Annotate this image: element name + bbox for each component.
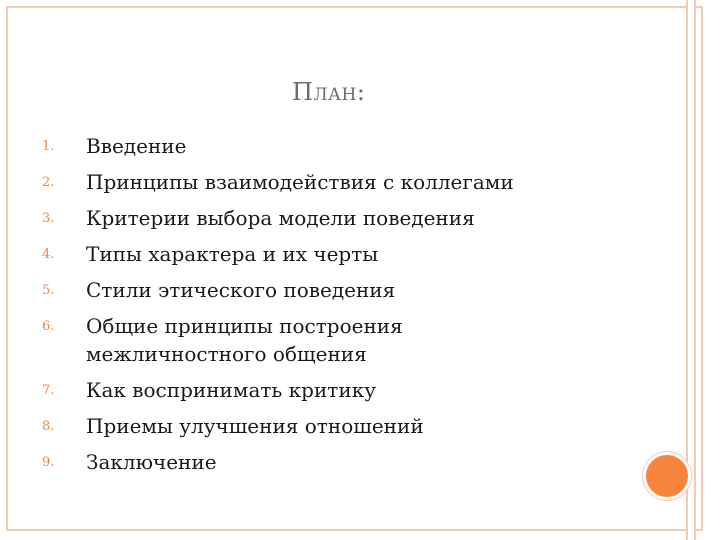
list-number: 1. bbox=[42, 139, 55, 154]
list-number: 2. bbox=[42, 175, 55, 190]
list-item bbox=[42, 410, 602, 446]
list-text: Критерии выбора модели поведения bbox=[86, 206, 475, 230]
slide-title: План: bbox=[292, 78, 366, 106]
list-text: Заключение bbox=[86, 450, 217, 474]
list-item bbox=[42, 310, 602, 374]
list-item bbox=[42, 166, 602, 202]
list-item bbox=[42, 238, 602, 274]
list-item bbox=[42, 446, 602, 482]
list-item bbox=[42, 274, 602, 310]
list-text: Стили этического поведения bbox=[86, 278, 396, 302]
list-text: Введение bbox=[86, 134, 187, 158]
list-text: Как воспринимать критику bbox=[86, 378, 376, 402]
list-item bbox=[42, 374, 602, 410]
list-text: Типы характера и их черты bbox=[86, 242, 379, 266]
decorative-circle bbox=[643, 452, 691, 500]
list-number: 4. bbox=[42, 247, 55, 262]
list-number: 7. bbox=[42, 383, 55, 398]
agenda-list bbox=[42, 130, 602, 482]
list-item bbox=[42, 130, 602, 166]
list-number: 5. bbox=[42, 283, 55, 298]
list-number: 8. bbox=[42, 419, 55, 434]
list-text: Принципы взаимодействия с коллегами bbox=[86, 170, 514, 194]
list-number: 3. bbox=[42, 211, 55, 226]
list-number: 9. bbox=[42, 455, 55, 470]
list-number: 6. bbox=[42, 319, 55, 334]
list-text: Общие принципы построения межличностного общения bbox=[86, 314, 403, 366]
list-item bbox=[42, 202, 602, 238]
decorative-side-bar bbox=[686, 0, 696, 540]
list-text: Приемы улучшения отношений bbox=[86, 414, 424, 438]
